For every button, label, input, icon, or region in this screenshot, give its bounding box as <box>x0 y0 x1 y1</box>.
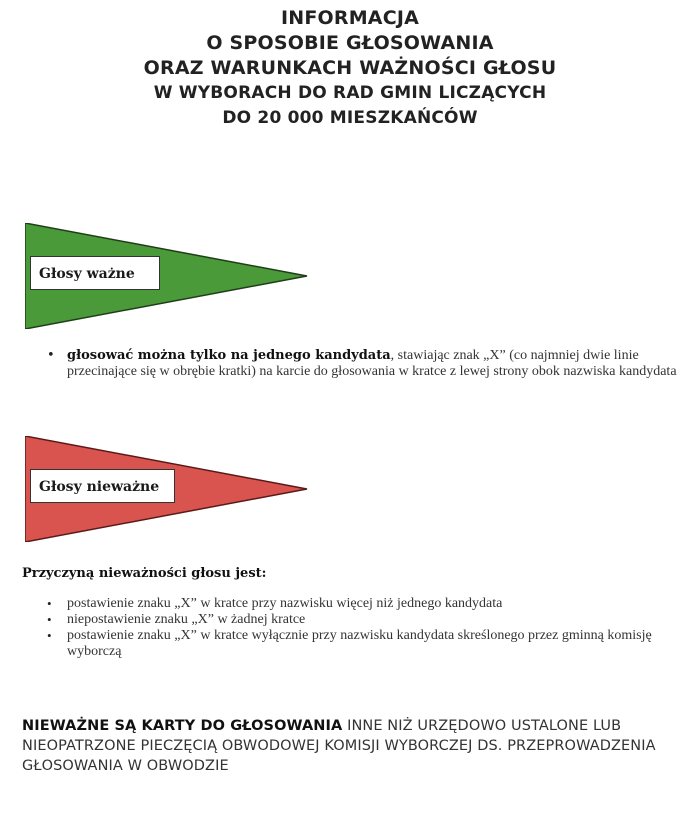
invalid-reason-item: • postawienie znaku „X” w kratce przy nazwisku więcej niż jednego kandydata <box>45 596 695 612</box>
invalid-reason-item: • niepostawienie znaku „X” w żadnej kratce <box>45 612 695 628</box>
invalid-ballots-note <box>22 716 692 776</box>
title-line-2: O SPOSOBIE GŁOSOWANIA <box>206 32 494 54</box>
invalid-votes-label: Głosy nieważne <box>30 469 175 503</box>
title-line-3: ORAZ WARUNKACH WAŻNOŚCI GŁOSU <box>143 57 557 79</box>
invalid-reasons-heading: Przyczyną nieważności głosu jest: <box>22 566 267 581</box>
valid-votes-label: Głosy ważne <box>30 256 160 290</box>
title-line-5: DO 20 000 MIESZKAŃCÓW <box>222 108 478 128</box>
valid-rule-item <box>45 348 695 380</box>
valid-votes-banner <box>25 223 310 329</box>
invalid-reasons-list <box>45 596 695 660</box>
valid-rule-rest: , stawiając znak „X” (co najmniej dwie linie przecinające się w obrębie kratki) na karcie do głosowania w kratce z lewej strony obok nazwiska kandydata <box>67 348 677 379</box>
invalid-ballots-rest: INNE NIŻ URZĘDOWO USTALONE LUB NIEOPATRZONE PIECZĘCIĄ OBWODOWEJ KOMISJI WYBORCZEJ DS. PRZEPROWADZENIA GŁOSOWANIA W OBWODZIE <box>22 718 656 774</box>
document-title <box>0 6 700 131</box>
invalid-reason-item: • postawienie znaku „X” w kratce wyłącznie przy nazwisku kandydata skreślonego przez gminną komisję wyborczą <box>45 628 695 660</box>
title-line-1: INFORMACJA <box>280 7 420 29</box>
valid-rule-strong: głosować można tylko na jednego kandydata <box>67 348 391 363</box>
title-line-4: W WYBORACH DO RAD GMIN LICZĄCYCH <box>153 83 547 103</box>
valid-rule-list <box>45 348 695 380</box>
invalid-ballots-strong: NIEWAŻNE SĄ KARTY DO GŁOSOWANIA <box>22 718 343 734</box>
invalid-votes-banner <box>25 436 310 542</box>
